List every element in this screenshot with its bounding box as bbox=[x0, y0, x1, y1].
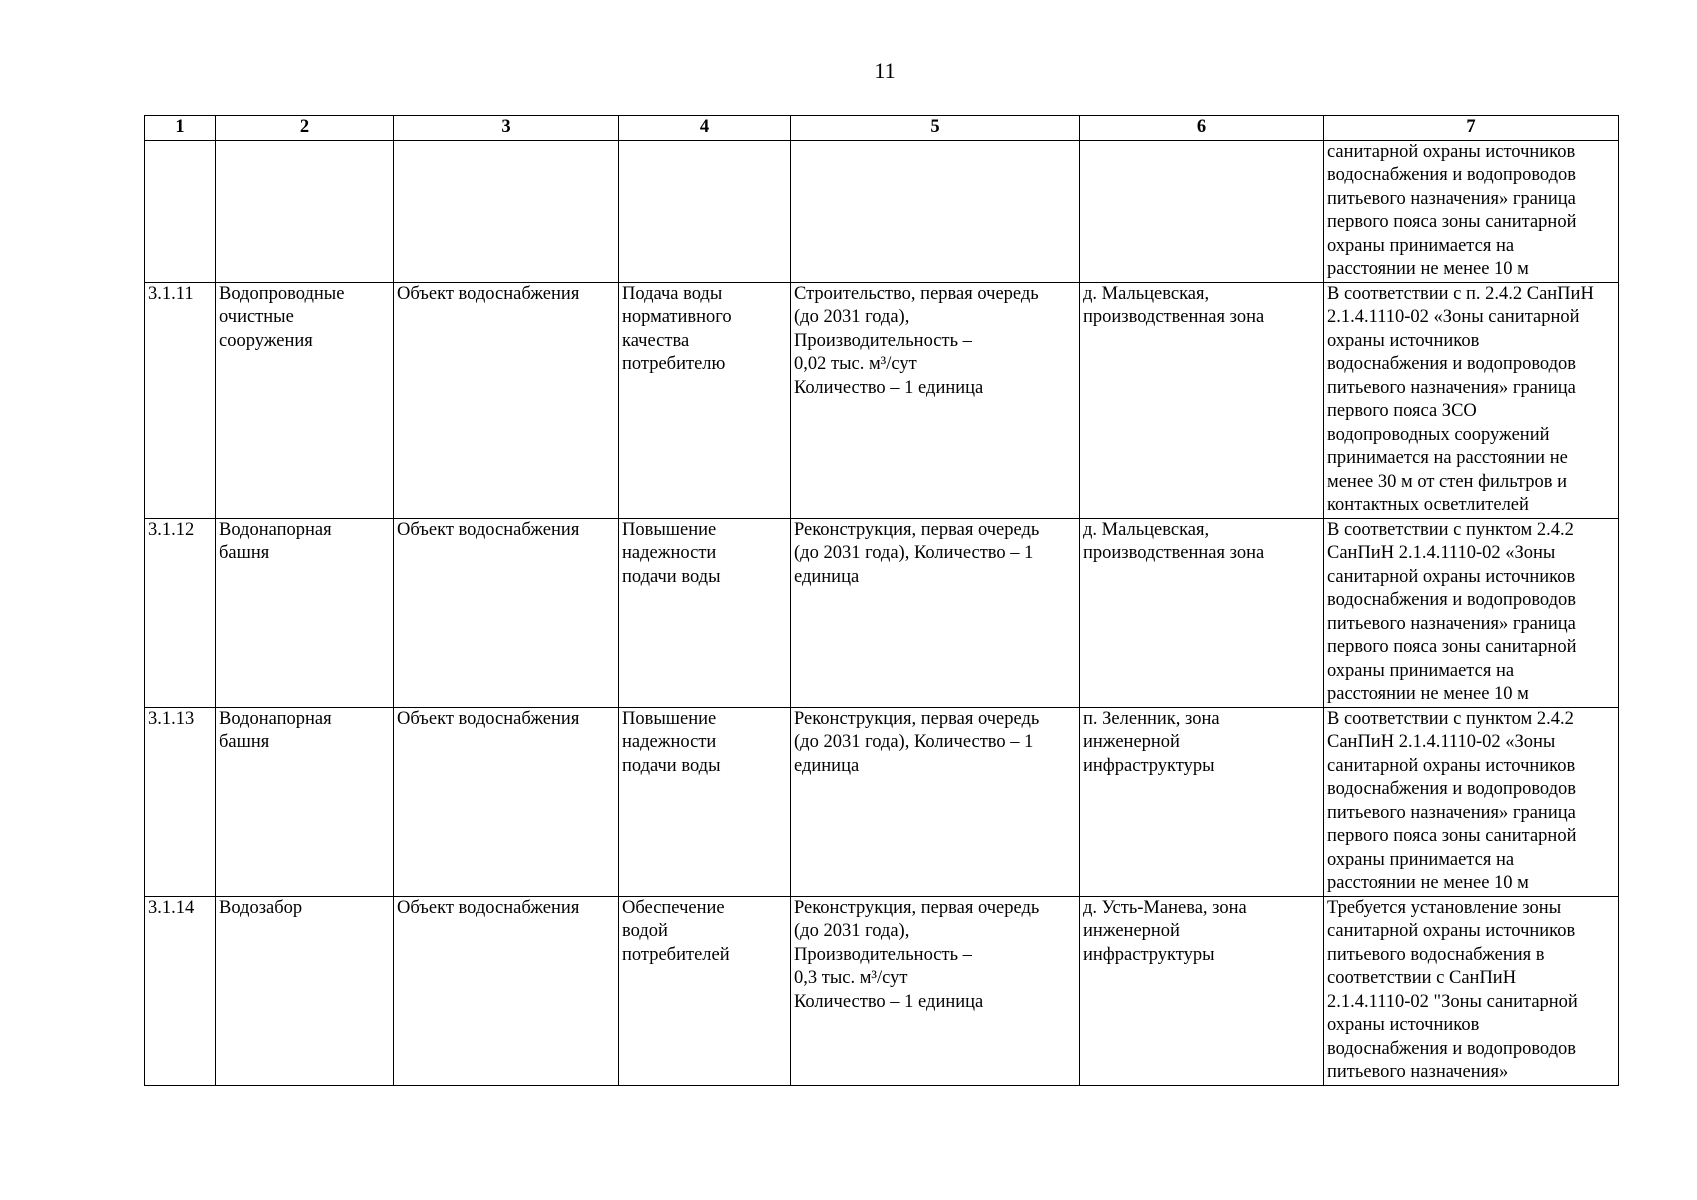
object-purpose: Обеспечение водой потребителей bbox=[619, 896, 791, 1085]
row-number: 3.1.12 bbox=[145, 518, 216, 707]
object-purpose: Повышение надежности подачи воды bbox=[619, 707, 791, 896]
column-header: 1 bbox=[145, 116, 216, 141]
object-location: д. Усть-Манева, зона инженерной инфраструктуры bbox=[1080, 896, 1324, 1085]
object-name: Водопроводные очистные сооружения bbox=[216, 282, 394, 518]
objects-table bbox=[144, 115, 1619, 1086]
table-row bbox=[145, 896, 1619, 1085]
object-characteristics: Строительство, первая очередь (до 2031 года), Производительность – 0,02 тыс. м³/сут Количество – 1 единица bbox=[791, 282, 1080, 518]
object-location bbox=[1080, 140, 1324, 282]
object-zones: санитарной охраны источников водоснабжения и водопроводов питьевого назначения» граница первого пояса зоны санитарной охраны принимается на расстоянии не менее 10 м bbox=[1324, 140, 1619, 282]
object-name: Водозабор bbox=[216, 896, 394, 1085]
object-purpose: Повышение надежности подачи воды bbox=[619, 518, 791, 707]
column-header: 3 bbox=[394, 116, 619, 141]
object-characteristics: Реконструкция, первая очередь (до 2031 года), Количество – 1 единица bbox=[791, 707, 1080, 896]
column-header: 6 bbox=[1080, 116, 1324, 141]
table-row bbox=[145, 707, 1619, 896]
object-zones: В соответствии с пунктом 2.4.2 СанПиН 2.1.4.1110-02 «Зоны санитарной охраны источников водоснабжения и водопроводов питьевого назначения» граница первого пояса зоны санитарной охраны принимается на расстоянии не менее 10 м bbox=[1324, 518, 1619, 707]
row-number: 3.1.11 bbox=[145, 282, 216, 518]
object-location: д. Мальцевская, производственная зона bbox=[1080, 518, 1324, 707]
row-number: 3.1.13 bbox=[145, 707, 216, 896]
object-type bbox=[394, 140, 619, 282]
object-name bbox=[216, 140, 394, 282]
row-number bbox=[145, 140, 216, 282]
table-row bbox=[145, 140, 1619, 282]
table-row bbox=[145, 282, 1619, 518]
object-purpose bbox=[619, 140, 791, 282]
object-characteristics: Реконструкция, первая очередь (до 2031 года), Количество – 1 единица bbox=[791, 518, 1080, 707]
object-type: Объект водоснабжения bbox=[394, 518, 619, 707]
row-number: 3.1.14 bbox=[145, 896, 216, 1085]
column-header: 2 bbox=[216, 116, 394, 141]
object-characteristics: Реконструкция, первая очередь (до 2031 года), Производительность – 0,3 тыс. м³/сут Количество – 1 единица bbox=[791, 896, 1080, 1085]
object-name: Водонапорная башня bbox=[216, 707, 394, 896]
table-header-row bbox=[145, 116, 1619, 141]
object-characteristics bbox=[791, 140, 1080, 282]
column-header: 4 bbox=[619, 116, 791, 141]
page-number: 11 bbox=[874, 58, 896, 83]
column-header: 5 bbox=[791, 116, 1080, 141]
object-zones: Требуется установление зоны санитарной охраны источников питьевого водоснабжения в соответствии с СанПиН 2.1.4.1110-02 "Зоны санитарной охраны источников водоснабжения и водопроводов питьевого назначения» bbox=[1324, 896, 1619, 1085]
table-row bbox=[145, 518, 1619, 707]
object-zones: В соответствии с п. 2.4.2 СанПиН 2.1.4.1110-02 «Зоны санитарной охраны источников водоснабжения и водопроводов питьевого назначения» граница первого пояса ЗСО водопроводных сооружений принимается на расстоянии не менее 30 м от стен фильтров и контактных осветлителей bbox=[1324, 282, 1619, 518]
object-type: Объект водоснабжения bbox=[394, 896, 619, 1085]
column-header: 7 bbox=[1324, 116, 1619, 141]
object-type: Объект водоснабжения bbox=[394, 282, 619, 518]
object-type: Объект водоснабжения bbox=[394, 707, 619, 896]
object-name: Водонапорная башня bbox=[216, 518, 394, 707]
object-purpose: Подача воды нормативного качества потребителю bbox=[619, 282, 791, 518]
object-zones: В соответствии с пунктом 2.4.2 СанПиН 2.1.4.1110-02 «Зоны санитарной охраны источников водоснабжения и водопроводов питьевого назначения» граница первого пояса зоны санитарной охраны принимается на расстоянии не менее 10 м bbox=[1324, 707, 1619, 896]
object-location: п. Зеленник, зона инженерной инфраструктуры bbox=[1080, 707, 1324, 896]
object-location: д. Мальцевская, производственная зона bbox=[1080, 282, 1324, 518]
